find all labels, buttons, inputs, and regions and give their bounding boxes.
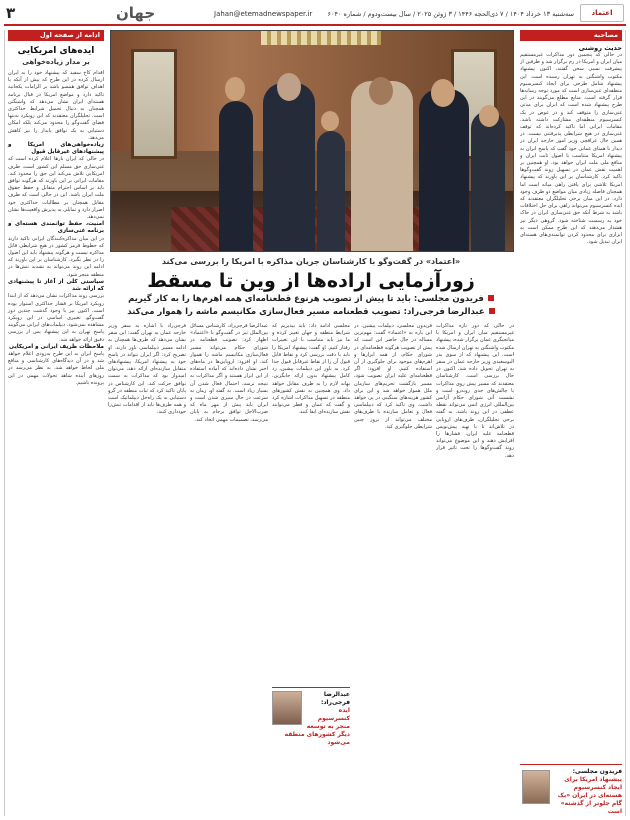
bullet-square-icon: [488, 295, 494, 301]
photo-person: [263, 83, 315, 251]
photo-window: [131, 49, 177, 159]
right-pull-quote: [520, 764, 622, 816]
photo-person: [471, 111, 505, 251]
right-quote-text: پیشنهاد امریکا برای ایجاد کنسرسیوم هسته‌ای در ایران «یک گام جلوتر از گذشته» است: [557, 776, 622, 815]
left-article-body-5: پاسخ ایران به این طرح به‌زودی اعلام خواهد شد و در آن دیدگاه‌های کارشناسی و منافع ملی لحاظ خواهد شد. به نظر می‌رسد در روزهای آینده شاهد تحولات مهمی در این پرونده باشیم.: [8, 350, 104, 386]
pull-quote: [272, 687, 350, 747]
section-title: جهان: [116, 4, 156, 22]
photo-person-robe: [351, 81, 413, 251]
bullet-1-text: فریدون مجلسی: باید تا پیش از تصویب هرنوع قطعنامه‌ای همه اهرم‌ها را به کار گیریم: [128, 294, 484, 304]
photo-person-head: [431, 79, 455, 107]
page-header: [4, 4, 626, 26]
headline-bullet-2: [108, 306, 514, 319]
headline-bullet-1: [108, 293, 514, 306]
article-headline: زورآزمایی اراده‌ها از وین تا مسقط: [147, 270, 475, 292]
photo-person: [419, 89, 469, 251]
photo-person-head: [277, 73, 301, 101]
left-article-body: اقدام کاخ سفید که پیشنهاد خود را به ایران ارسال کرده در این طرح که بیش از آنکه با اهداف توافق همسو باشد بر الزامات یکجانبه تاکید دارد و مواضع امریکا در قبال برنامه هسته‌ای ایران نشان می‌دهد که واشنگتن همچنان به دنبال تحمیل شرایط حداکثری است. تحلیلگران معتقدند که این رویکرد نه‌تنها فضای گفت‌وگو را محدود می‌کند بلکه امکان دستیابی به یک توافق پایدار را نیز کاهش می‌دهد.: [8, 70, 104, 141]
author-name: حدیث روشنی: [578, 44, 622, 52]
main-photo: [110, 30, 514, 252]
left-article-body-2: در حالی که ایران بارها اعلام کرده است که غنی‌سازی حق مسلم این کشور است، طرف امریکایی تلاش می‌کند این حق را محدود کند. مقامات ایرانی بر این باورند که هرگونه توافق باید بر اساس احترام متقابل و حفظ حقوق ملت ایران باشد. این در حالی است که طرف مقابل همچنان بر مطالبات حداکثری خود اصرار دارد و تمایلی به پذیرش واقعیت‌ها نشان نمی‌دهد.: [8, 156, 104, 221]
pull-quote-text: ایده کنسرسیوم منجر به توسعه دیگر کشورهای منطقه می‌شود: [284, 707, 350, 746]
main-article: [108, 30, 514, 816]
newspaper-logo: اعتماد: [580, 4, 624, 22]
photo-chandelier: [261, 31, 381, 45]
bullet-2-text: عبدالرضا فرجی‌راد: تصویب قطعنامه مسیر فعال‌سازی مکانیسم ماشه را هموار می‌کند: [127, 307, 485, 317]
photo-person-head: [225, 77, 245, 101]
left-article-body-3: در این میان مذاکره‌کنندگان ایرانی تاکید دارند که خطوط قرمز کشور در هیچ شرایطی قابل مذاکره نیست و هرگونه پیشنهاد باید این اصول را در نظر بگیرد. کارشناسان بر این باورند که ادامه این روند می‌تواند به تشدید تنش‌ها در منطقه منجر شود.: [8, 235, 104, 278]
body-column: [108, 323, 186, 747]
interviewee-photo: [272, 691, 302, 725]
page-number: ۳: [6, 4, 16, 22]
continued-tag: ادامه از صفحه اول: [8, 30, 104, 41]
interviewee-photo: [522, 770, 550, 804]
left-article-body-4: بررسی روند مذاکرات نشان می‌دهد که از ابتدا رویکرد امریکا بر فشار حداکثری استوار بوده است. اکنون نیز با وجود گذشت چندین دور گفت‌وگو، تغییری اساسی در این رویکرد مشاهده نمی‌شود. دیپلمات‌های ایرانی می‌گویند پاسخ تهران به این پیشنهاد پس از بررسی دقیق ارائه خواهد شد.: [8, 293, 104, 343]
right-quote-name: فریدون مجلسی:: [572, 768, 622, 775]
left-article-title: ایده‌های امریکایی: [17, 46, 95, 56]
left-lead-4: سیاستی کلی از آغاز تا پیشنهادی که ارائه شد: [8, 278, 104, 293]
body-column: [272, 323, 350, 747]
body-column-text: عبدالرضا فرجی‌راد، کارشناس مسائل بین‌الملل نیز در گفت‌وگو با «اعتماد» اظهار کرد: تصویب قطعنامه در شورای حکام می‌تواند مسیر فعال‌سازی مکانیسم ماشه را هموار کند. او افزود: اروپایی‌ها در ماه‌های اخیر نشان داده‌اند که آماده استفاده از این ابزار هستند و اگر مذاکرات به نتیجه نرسد، احتمال فعال شدن آن بسیار زیاد است. به گفته او، زمان به سرعت در حال سپری شدن است و ایران باید پیش از مهر ماه که ضرب‌الاجل توافق برجام به پایان می‌رسد، تصمیمات مهمی اتخاذ کند.: [190, 323, 268, 423]
right-article-body: در حالی که پنجمین دور مذاکرات غیرمستقیم میان ایران و امریکا در رم برگزار شد و طرفین از پیشرفت نسبی سخن گفتند، اکنون پیشنهاد مکتوب واشنگتن به تهران رسیده است. این پیشنهاد شامل طرحی برای ایجاد کنسرسیوم منطقه‌ای غنی‌سازی است که مورد توجه رسانه‌ها قرار گرفته است. منابع مطلع می‌گویند در این طرح پیشنهاد شده است که ایران برای مدتی غنی‌سازی را متوقف کند و در عوض در یک کنسرسیوم منطقه‌ای مشارکت داشته باشد. مقامات ایرانی اما تاکید کرده‌اند که توقف غنی‌سازی در هیچ شرایطی پذیرفتنی نیست. در همین حال عراقچی وزیر امور خارجه ایران در دیدار با همتای عمانی خود گفت که پاسخ ایران به پیشنهاد امریکا متناسب با اصول ثابت ایران و منافع ملی ملت ایران خواهد بود. او همچنین بر اهمیت نقش عمان در تسهیل روند گفت‌وگوها تاکید کرد. کارشناسان بر این باورند که پیشنهاد امریکا تلاشی برای یافتن راهی میانه است اما همچنان فاصله زیادی میان مواضع دو طرف وجود دارد. در این میان برخی تحلیلگران معتقدند که ایده کنسرسیوم می‌تواند راهی برای حل اختلافات باشد به شرط آنکه حق غنی‌سازی ایران در خاک خود به رسمیت شناخته شود. گروهی دیگر نیز هشدار می‌دهند که این طرح ممکن است به ابزاری برای محدود کردن توانمندی‌های هسته‌ای ایران تبدیل شود.: [520, 52, 622, 246]
photo-person-head: [369, 77, 393, 105]
right-column: [520, 30, 626, 816]
photo-person: [219, 101, 253, 251]
body-column-text: فرجی‌راد با اشاره به سفر وزیر خارجه عمان به تهران گفت: این سفر نشان می‌دهد که طرف‌ها همچنان به ادامه مسیر دیپلماسی باور دارند. او تصریح کرد: اگر ایران بتواند در پاسخ خود به پیشنهاد امریکا، پیشنهادهای متقابل سازنده‌ای ارائه دهد، می‌توان امیدوار بود که مذاکرات به سمت توافق حرکت کند. این کارشناس در پایان تاکید کرد که ثبات منطقه در گرو دستیابی به یک راه‌حل دیپلماتیک است و همه طرف‌ها باید از اقدامات تنش‌زا خودداری کنند.: [108, 323, 186, 416]
body-column-text: فریدون مجلسی، دیپلمات پیشین، در این باره به «اعتماد» گفت: مهم‌ترین مساله در حال حاضر این است که پیش از تصویب هرگونه قطعنامه‌ای در شورای حکام، از همه ابزارها و اهرم‌های موجود برای جلوگیری از آن استفاده کنیم. او افزود: اگر قطعنامه‌ای علیه ایران تصویب شود، مسیر بازگشت تحریم‌های سازمان ملل هموار خواهد شد و این برای کشور هزینه‌های سنگینی در پی خواهد داشت. وی تاکید کرد که دیپلماسی فعال و تعامل سازنده با طرف‌های مختلف می‌تواند از بروز چنین شرایطی جلوگیری کند.: [354, 323, 432, 430]
body-column-text: مجلسی ادامه داد: باید بپذیریم که شرایط منطقه و جهان تغییر کرده و ما نیز باید متناسب با این تغییرات رفتار کنیم. او گفت: پیشنهاد امریکا را باید با دقت بررسی کرد و نقاط قابل قبول آن را از نقاط غیرقابل قبول جدا کرد. به باور این دیپلمات پیشین، رد کامل پیشنهاد بدون ارائه جایگزین، بهانه لازم را به طرف مقابل خواهد داد. وی همچنین به نقش کشورهای منطقه در تسهیل مذاکرات اشاره کرد و گفت که عمان و قطر می‌توانند نقش سازنده‌ای ایفا کنند.: [272, 323, 350, 416]
body-column: [190, 323, 268, 747]
left-lead-2: زیاده‌خواهی‌های امریکا و پیشنهادهای غیرقابل قبول: [8, 142, 104, 156]
dateline: سه‌شنبه ۱۳ خرداد ۱۴۰۴ / ۷ ذی‌الحجه ۱۴۴۶ / ۳ ژوئن ۲۰۲۵ / سال بیست‌ودوم / شماره ۶۰۴۰: [327, 10, 574, 18]
photo-person-head: [479, 105, 499, 127]
article-body-columns: [108, 323, 514, 747]
interview-tag: مصاحبه: [520, 30, 622, 41]
bullet-square-icon: [489, 308, 495, 314]
article-kicker: «اعتماد» در گفت‌وگو با کارشناسان جریان مذاکره با امریکا را بررسی می‌کند: [161, 257, 461, 266]
left-lead-5: ملاحظات ظریف ایرانی و امریکایی: [9, 343, 104, 350]
left-lead-3: امنیت، حفظ توانمندی هسته‌ای و برنامه غنی‌سازی: [8, 221, 104, 235]
left-article-subtitle: بر مدار زیاده‌خواهی: [22, 58, 90, 66]
body-column: [436, 323, 514, 747]
photo-person-head: [321, 111, 339, 131]
section-email[interactable]: Jahan@etemadnewspaper.ir: [214, 10, 313, 18]
photo-person: [317, 131, 345, 251]
body-column: [354, 323, 432, 747]
pull-quote-name: عبدالرضا فرجی‌راد:: [320, 691, 350, 706]
left-column: [4, 30, 104, 816]
body-column-text: در حالی که دور تازه مذاکرات غیرمستقیم میان ایران و امریکا با میانجیگری عمان برگزار شده، پیشنهاد مکتوب واشنگتن به تهران ارسال شده است. این پیشنهاد که از سوی بدر البوسعیدی وزیر خارجه عمان در سفر به تهران تحویل داده شد، اکنون در حال بررسی است. کارشناسان معتقدند که مسیر پیش روی مذاکرات با چالش‌های جدی روبه‌رو است و نشست آتی شورای حکام آژانس بین‌المللی انرژی اتمی می‌تواند نقطه عطفی در این روند باشد. به گفته برخی تحلیلگران، طرف‌های اروپایی در تلاش‌اند تا با تهیه پیش‌نویس قطعنامه علیه ایران، فشارها را افزایش دهند و این موضوع می‌تواند روند گفت‌وگوها را تحت تاثیر قرار دهد.: [436, 323, 514, 459]
